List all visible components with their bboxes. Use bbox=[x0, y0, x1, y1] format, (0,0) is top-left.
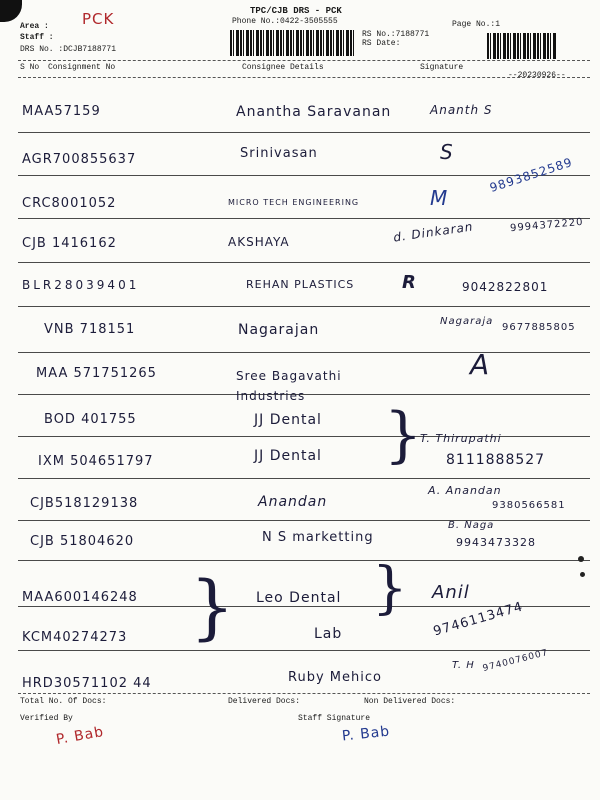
consignee-name: REHAN PLASTICS bbox=[246, 278, 355, 291]
row-separator bbox=[18, 520, 590, 521]
consignment-number: AGR700855637 bbox=[22, 152, 137, 167]
signature: T. H bbox=[452, 660, 475, 671]
phone-number: 9380566581 bbox=[492, 500, 566, 511]
footer-divider bbox=[18, 693, 590, 694]
barcode-right bbox=[487, 33, 557, 59]
consignee-name: Anantha Saravanan bbox=[236, 104, 392, 120]
col-sno: S No bbox=[20, 63, 40, 72]
consignment-number: MAA57159 bbox=[22, 104, 101, 119]
consignment-number: CJB 1416162 bbox=[22, 236, 117, 251]
signature: A bbox=[470, 348, 491, 381]
signature: M bbox=[430, 186, 449, 210]
consignee-name: AKSHAYA bbox=[228, 235, 290, 249]
row-separator bbox=[18, 218, 590, 219]
phone-number: Phone No.:0422-3505555 bbox=[232, 17, 338, 26]
grouping-brace: } bbox=[384, 400, 423, 470]
consignment-number: MAA 571751265 bbox=[36, 366, 157, 381]
consignment-number: KCM40274273 bbox=[22, 630, 128, 645]
scan-speck bbox=[578, 556, 584, 562]
row-separator bbox=[18, 436, 590, 437]
consignment-number: BLR28039401 bbox=[22, 278, 140, 292]
signature: S bbox=[440, 140, 454, 164]
phone-number: 9994372220 bbox=[509, 216, 584, 235]
consignee-name: Sree Bagavathi Industries bbox=[236, 369, 342, 403]
staff-signature: P. Bab bbox=[341, 723, 391, 745]
phone-number: 9943473328 bbox=[456, 536, 536, 549]
rs-date: RS Date: bbox=[362, 39, 401, 48]
staff-signature-label: Staff Signature bbox=[298, 714, 371, 723]
consignment-number: VNB 718151 bbox=[44, 322, 136, 337]
col-consignee: Consignee Details bbox=[242, 63, 324, 72]
rs-number: RS No.:7188771 bbox=[362, 30, 430, 39]
consignee-name: JJ Dental bbox=[254, 412, 322, 428]
consignee-name: Leo Dental bbox=[256, 590, 342, 606]
signature: T. Thirupathi bbox=[420, 432, 502, 445]
consignee-name: N S marketting bbox=[262, 530, 374, 545]
grouping-brace: } bbox=[190, 566, 235, 648]
phone-number: 9677885805 bbox=[502, 322, 576, 333]
consignment-number: CRC8001052 bbox=[22, 196, 117, 211]
verified-signature: P. Bab bbox=[54, 723, 106, 749]
phone-number: 8111888527 bbox=[446, 452, 546, 468]
signature: Nagaraja bbox=[440, 316, 494, 327]
row-separator bbox=[18, 478, 590, 479]
page-title: TPC/CJB DRS - PCK bbox=[250, 6, 342, 16]
consignee-name: Nagarajan bbox=[238, 322, 320, 338]
phone-number: 9746113474 bbox=[431, 599, 525, 640]
row-separator bbox=[18, 306, 590, 307]
signature: B. Naga bbox=[448, 520, 495, 531]
consignment-number: CJB518129138 bbox=[30, 496, 139, 511]
consignee-name: Lab bbox=[314, 626, 343, 642]
verified-by-label: Verified By bbox=[20, 714, 73, 723]
consignment-number: HRD30571102 44 bbox=[22, 676, 152, 691]
consignee-name: MICRO TECH ENGINEERING bbox=[228, 198, 360, 207]
column-divider bbox=[18, 77, 590, 78]
scan-corner-mark bbox=[0, 0, 22, 22]
col-signature: Signature bbox=[420, 63, 464, 72]
consignee-name: Srinivasan bbox=[240, 146, 318, 161]
header-divider bbox=[18, 60, 590, 61]
col-consignment: Consignment No bbox=[48, 63, 116, 72]
staff-label: Staff : bbox=[20, 33, 54, 42]
consignee-name: JJ Dental bbox=[254, 448, 322, 464]
row-separator bbox=[18, 560, 590, 561]
phone-number: 9042822801 bbox=[462, 280, 549, 294]
drs-number: DRS No. :DCJB7188771 bbox=[20, 45, 117, 54]
scan-speck bbox=[580, 572, 585, 577]
signature: R bbox=[402, 272, 417, 293]
consignment-number: IXM 504651797 bbox=[38, 454, 154, 469]
print-date: --20230926-- bbox=[508, 71, 566, 80]
row-separator bbox=[18, 650, 590, 651]
consignment-number: BOD 401755 bbox=[44, 412, 137, 427]
page-number: Page No.:1 bbox=[452, 20, 501, 29]
consignment-number: CJB 51804620 bbox=[30, 534, 135, 549]
handwritten-area: PCK bbox=[82, 10, 115, 28]
consignee-name: Anandan bbox=[258, 494, 328, 510]
non-delivered-docs: Non Delivered Docs: bbox=[364, 697, 456, 706]
barcode-left bbox=[230, 30, 354, 56]
consignee-name: Ruby Mehico bbox=[288, 670, 382, 685]
signature: Ananth S bbox=[430, 103, 493, 117]
signature: A. Anandan bbox=[428, 484, 502, 497]
signature: d. Dinkaran bbox=[392, 219, 475, 245]
row-separator bbox=[18, 132, 590, 133]
consignment-number: MAA600146248 bbox=[22, 590, 138, 605]
total-docs: Total No. Of Docs: bbox=[20, 697, 107, 706]
signature: Anil bbox=[432, 582, 470, 603]
delivered-docs: Delivered Docs: bbox=[228, 697, 301, 706]
row-separator bbox=[18, 352, 590, 353]
grouping-brace: } bbox=[372, 556, 408, 621]
row-separator bbox=[18, 262, 590, 263]
phone-number: 9893852589 bbox=[487, 154, 575, 196]
area-label: Area : bbox=[20, 22, 49, 31]
phone-number: 9740076007 bbox=[481, 648, 550, 674]
